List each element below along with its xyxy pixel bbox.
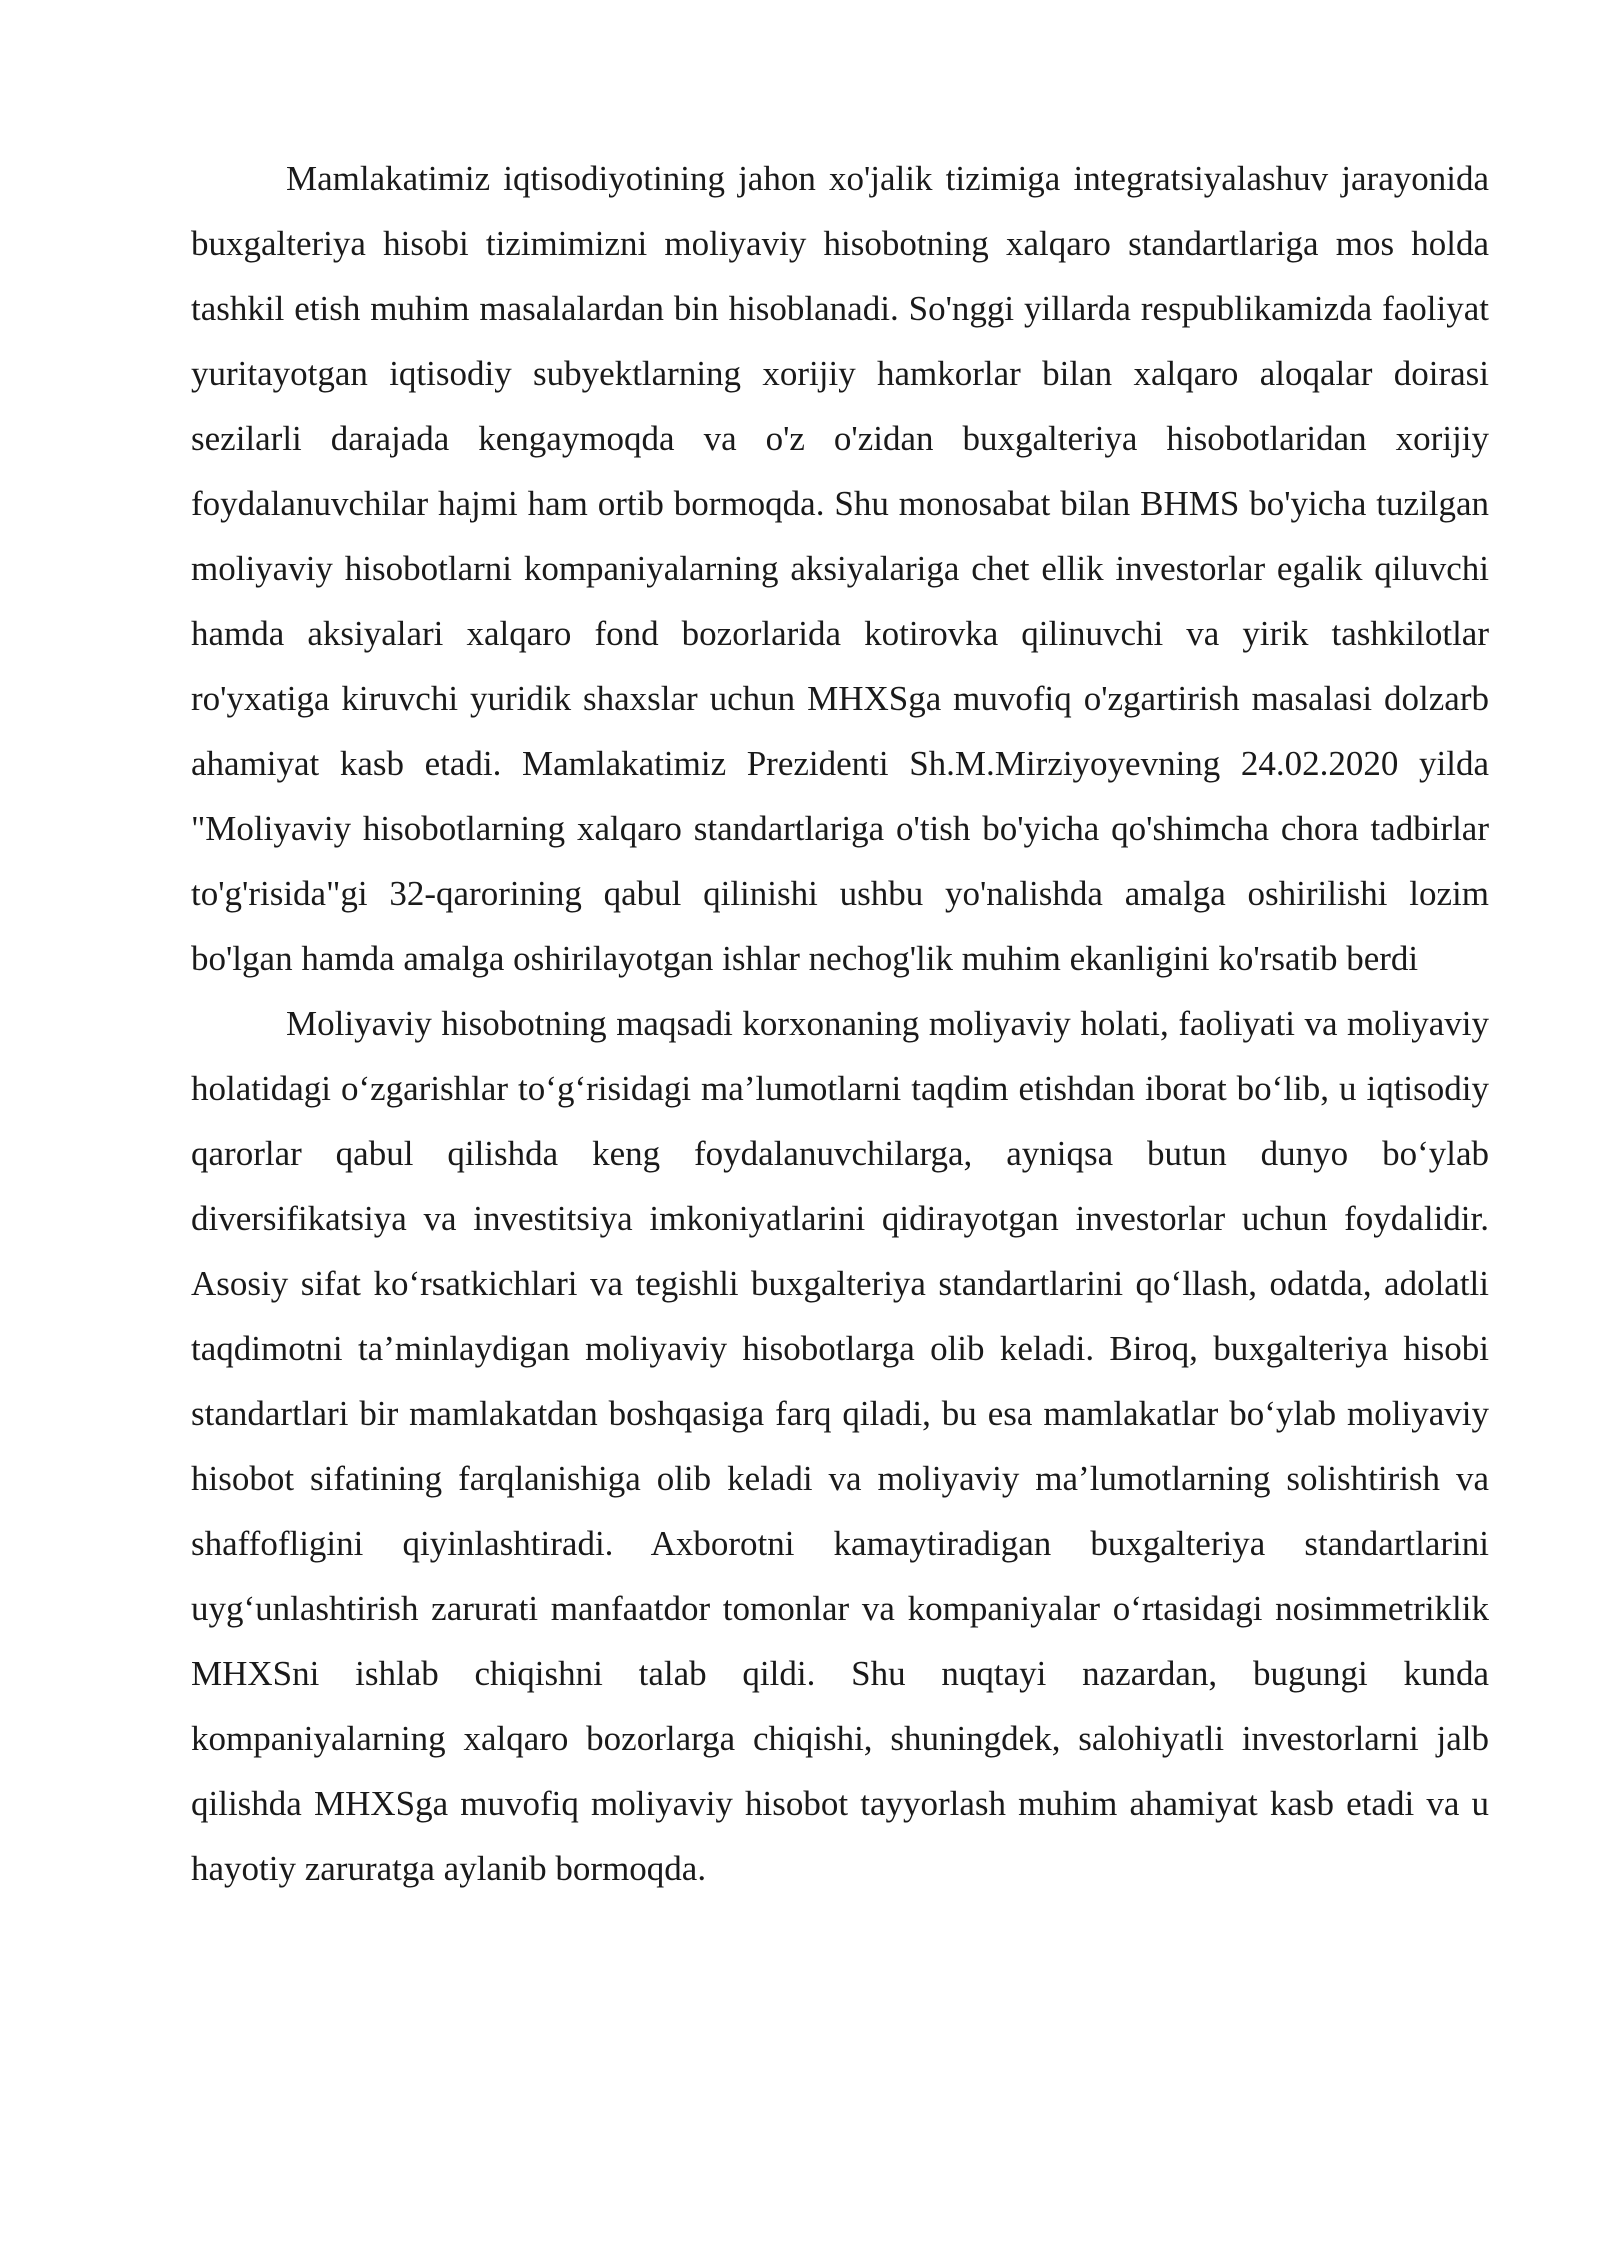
- paragraph-1: Mamlakatimiz iqtisodiyotining jahon xo'jalik tizimiga integratsiyalashuv jarayonida buxgalteriya hisobi tizimimizni moliyaviy hisobotning xalqaro standartlariga mos holda tashkil etish muhim masalalardan bin hisoblanadi. So'nggi yillarda respublikamizda faoliyat yuritayotgan iqtisodiy subyektlarning xorijiy hamkorlar bilan xalqaro aloqalar doirasi sezilarli darajada kengaymoqda va o'z o'zidan buxgalteriya hisobotlaridan xorijiy foydalanuvchilar hajmi ham ortib bormoqda. Shu monosabat bilan BHMS bo'yicha tuzilgan moliyaviy hisobotlarni kompaniyalarning aksiyalariga chet ellik investorlar egalik qiluvchi hamda aksiyalari xalqaro fond bozorlarida kotirovka qilinuvchi va yirik tashkilotlar ro'yxatiga kiruvchi yuridik shaxslar uchun MHXSga muvofiq o'zgartirish masalasi dolzarb ahamiyat kasb etadi. Mamlakatimiz Prezidenti Sh.M.Mirziyoyevning 24.02.2020 yilda "Moliyaviy hisobotlarning xalqaro standartlariga o'tish bo'yicha qo'shimcha chora tadbirlar to'g'risida"gi 32-qarorining qabul qilinishi ushbu yo'nalishda amalga oshirilishi lozim bo'lgan hamda amalga oshirilayotgan ishlar nechog'lik muhim ekanligini ko'rsatib berdi: [191, 159, 1489, 978]
- paragraph-2: Moliyaviy hisobotning maqsadi korxonaning moliyaviy holati, faoliyati va moliyaviy holatidagi o‘zgarishlar to‘g‘risidagi ma’lumotlarni taqdim etishdan iborat bo‘lib, u iqtisodiy qarorlar qabul qilishda keng foydalanuvchilarga, ayniqsa butun dunyo bo‘ylab diversifikatsiya va investitsiya imkoniyatlarini qidirayotgan investorlar uchun foydalidir. Asosiy sifat ko‘rsatkichlari va tegishli buxgalteriya standartlarini qo‘llash, odatda, adolatli taqdimotni ta’minlaydigan moliyaviy hisobotlarga olib keladi. Biroq, buxgalteriya hisobi standartlari bir mamlakatdan boshqasiga farq qiladi, bu esa mamlakatlar bo‘ylab moliyaviy hisobot sifatining farqlanishiga olib keladi va moliyaviy ma’lumotlarning solishtirish va shaffofligini qiyinlashtiradi. Axborotni kamaytiradigan buxgalteriya standartlarini uyg‘unlashtirish zarurati manfaatdor tomonlar va kompaniyalar o‘rtasidagi nosimmetriklik MHXSni ishlab chiqishni talab qildi. Shu nuqtayi nazardan, bugungi kunda kompaniyalarning xalqaro bozorlarga chiqishi, shuningdek, salohiyatli investorlarni jalb qilishda MHXSga muvofiq moliyaviy hisobot tayyorlash muhim ahamiyat kasb etadi va u hayotiy zaruratga aylanib bormoqda.: [191, 1004, 1489, 1888]
- document-body: [191, 146, 1489, 1901]
